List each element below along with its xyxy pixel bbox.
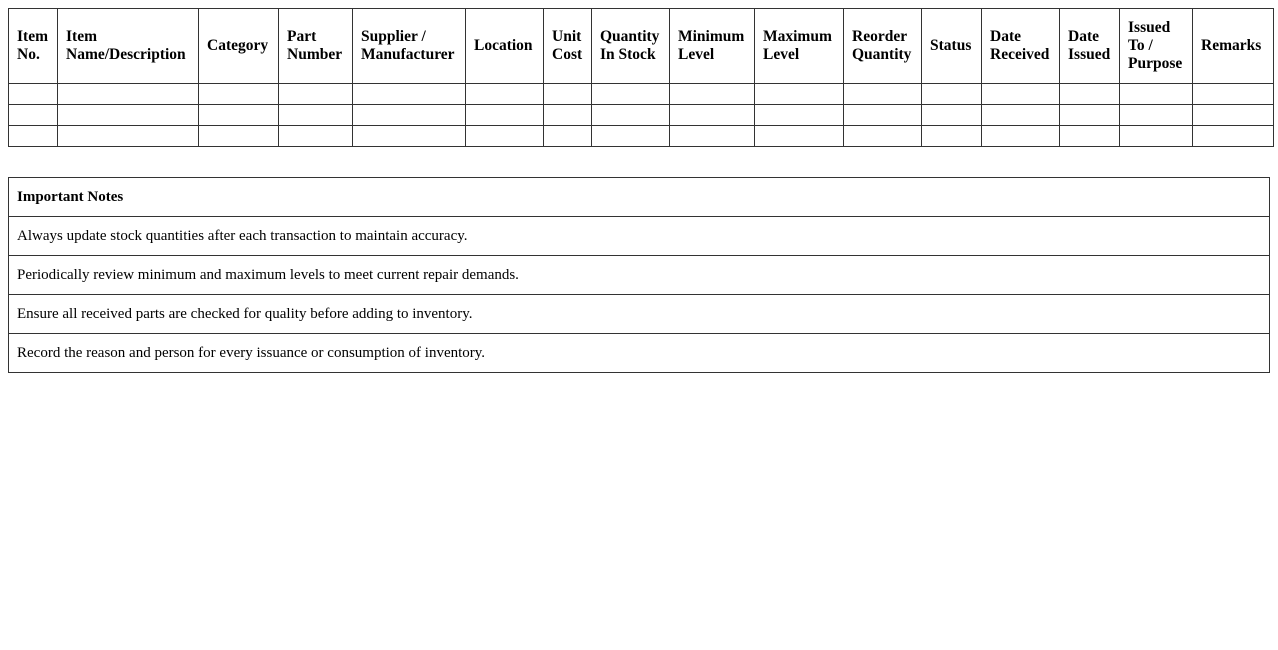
note-item: Periodically review minimum and maximum levels to meet current repair demands.: [9, 256, 1270, 295]
header-date-issued: Date Issued: [1060, 9, 1120, 84]
table-cell[interactable]: [199, 84, 279, 105]
table-cell[interactable]: [922, 105, 982, 126]
header-reorder-quantity: Reorder Quantity: [844, 9, 922, 84]
note-item: Ensure all received parts are checked for quality before adding to inventory.: [9, 295, 1270, 334]
header-date-received: Date Received: [982, 9, 1060, 84]
table-cell[interactable]: [353, 126, 466, 147]
header-minimum-level: Minimum Level: [670, 9, 755, 84]
table-cell[interactable]: [58, 84, 199, 105]
table-cell[interactable]: [1120, 84, 1193, 105]
table-cell[interactable]: [279, 126, 353, 147]
notes-table: [8, 177, 1270, 373]
table-cell[interactable]: [592, 84, 670, 105]
table-cell[interactable]: [1060, 105, 1120, 126]
header-part-number: Part Number: [279, 9, 353, 84]
table-cell[interactable]: [982, 126, 1060, 147]
table-cell[interactable]: [199, 126, 279, 147]
table-cell[interactable]: [670, 126, 755, 147]
table-cell[interactable]: [544, 84, 592, 105]
notes-title: Important Notes: [9, 178, 1270, 217]
header-category: Category: [199, 9, 279, 84]
table-cell[interactable]: [922, 84, 982, 105]
table-cell[interactable]: [844, 126, 922, 147]
table-cell[interactable]: [755, 84, 844, 105]
table-cell[interactable]: [9, 105, 58, 126]
table-cell[interactable]: [58, 105, 199, 126]
table-cell[interactable]: [982, 84, 1060, 105]
table-cell[interactable]: [1193, 84, 1274, 105]
header-remarks: Remarks: [1193, 9, 1274, 84]
note-row: [9, 217, 1270, 256]
header-item-name: Item Name/Description: [58, 9, 199, 84]
header-issued-to: Issued To / Purpose: [1120, 9, 1193, 84]
table-cell[interactable]: [544, 126, 592, 147]
table-cell[interactable]: [544, 105, 592, 126]
header-maximum-level: Maximum Level: [755, 9, 844, 84]
table-row: [9, 105, 1274, 126]
header-item-no: Item No.: [9, 9, 58, 84]
table-cell[interactable]: [466, 84, 544, 105]
table-cell[interactable]: [592, 126, 670, 147]
table-cell[interactable]: [922, 126, 982, 147]
table-cell[interactable]: [279, 105, 353, 126]
header-unit-cost: Unit Cost: [544, 9, 592, 84]
note-item: Always update stock quantities after each transaction to maintain accuracy.: [9, 217, 1270, 256]
table-cell[interactable]: [466, 126, 544, 147]
table-cell[interactable]: [1193, 105, 1274, 126]
table-cell[interactable]: [1060, 84, 1120, 105]
table-cell[interactable]: [9, 84, 58, 105]
note-row: [9, 256, 1270, 295]
table-row: [9, 126, 1274, 147]
table-cell[interactable]: [1120, 105, 1193, 126]
table-cell[interactable]: [844, 105, 922, 126]
table-cell[interactable]: [58, 126, 199, 147]
table-cell[interactable]: [755, 105, 844, 126]
table-cell[interactable]: [592, 105, 670, 126]
table-cell[interactable]: [353, 105, 466, 126]
table-cell[interactable]: [279, 84, 353, 105]
table-cell[interactable]: [199, 105, 279, 126]
header-status: Status: [922, 9, 982, 84]
header-supplier: Supplier / Manufacturer: [353, 9, 466, 84]
header-location: Location: [466, 9, 544, 84]
inventory-table: [8, 8, 1274, 147]
header-quantity: Quantity In Stock: [592, 9, 670, 84]
table-cell[interactable]: [844, 84, 922, 105]
table-row: [9, 84, 1274, 105]
note-row: [9, 295, 1270, 334]
table-cell[interactable]: [466, 105, 544, 126]
notes-title-row: [9, 178, 1270, 217]
inventory-body: [9, 84, 1274, 147]
table-cell[interactable]: [1193, 126, 1274, 147]
table-cell[interactable]: [353, 84, 466, 105]
table-cell[interactable]: [670, 84, 755, 105]
table-cell[interactable]: [1120, 126, 1193, 147]
note-item: Record the reason and person for every issuance or consumption of inventory.: [9, 334, 1270, 373]
table-cell[interactable]: [755, 126, 844, 147]
note-row: [9, 334, 1270, 373]
header-row: [9, 9, 1274, 84]
table-cell[interactable]: [982, 105, 1060, 126]
table-cell[interactable]: [9, 126, 58, 147]
table-cell[interactable]: [1060, 126, 1120, 147]
table-cell[interactable]: [670, 105, 755, 126]
